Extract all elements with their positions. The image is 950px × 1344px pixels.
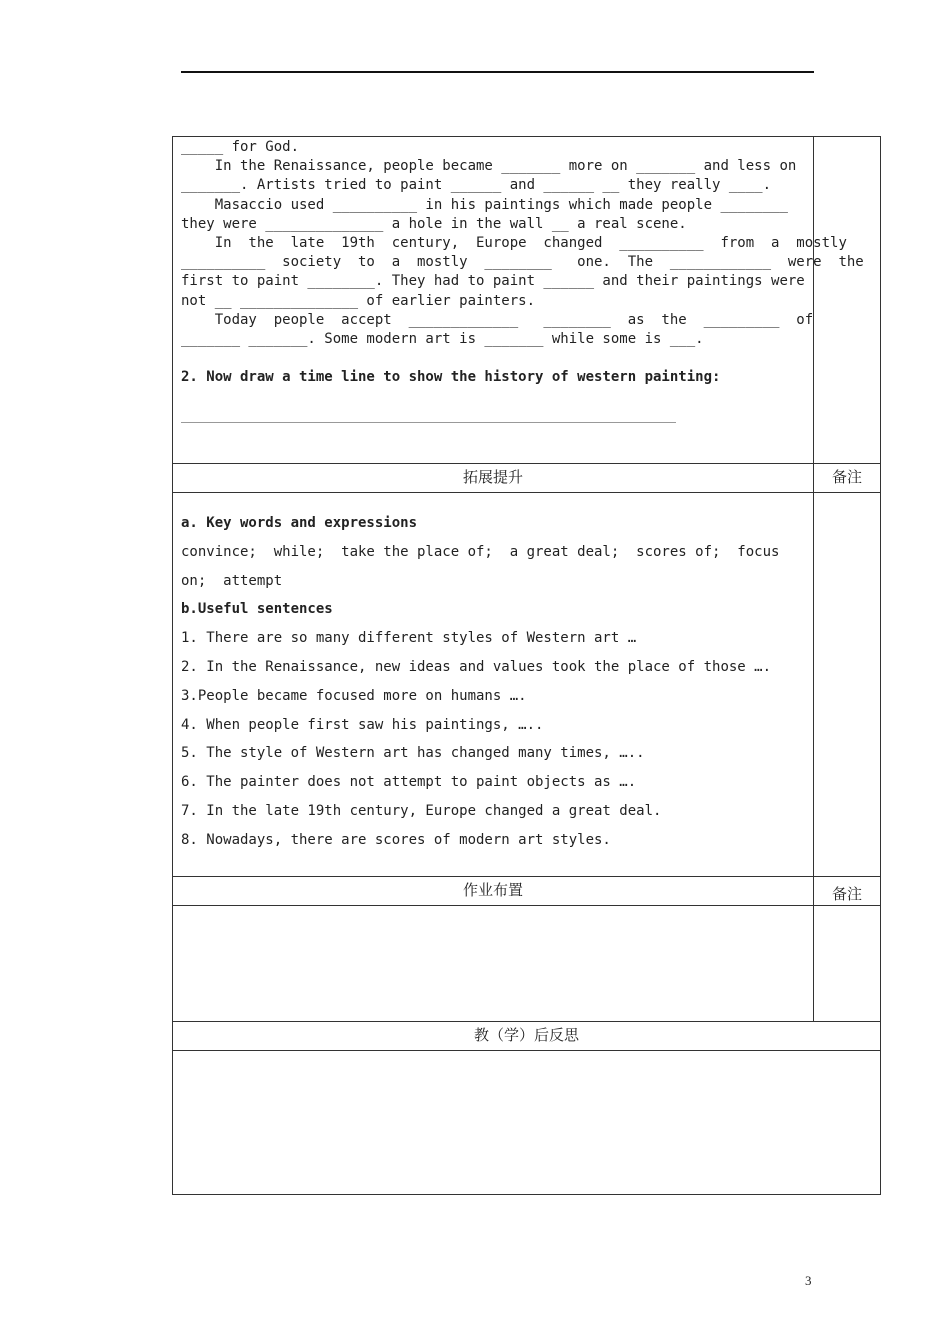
passage-line: first to paint ________. They had to paint ______ and their paintings were	[181, 273, 805, 290]
useful-sentences-title: b.Useful sentences	[181, 601, 333, 618]
passage-line: Today people accept _____________ ________ as the _________ of	[181, 311, 814, 328]
timeline-question: 2. Now draw a time line to show the history of western painting:	[181, 369, 721, 386]
homework-note-label: 备注	[831, 885, 862, 903]
passage-line: they were ______________ a hole in the wall __ a real scene.	[181, 215, 687, 232]
extension-note-body-cell	[813, 492, 881, 877]
sentence-item: 2. In the Renaissance, new ideas and values took the place of those ….	[181, 658, 772, 675]
header-rule	[181, 71, 814, 73]
sentence-item: 4. When people first saw his paintings, …..	[181, 716, 544, 733]
passage-line: _______ _______. Some modern art is _______ while some is ___.	[181, 330, 704, 347]
homework-note-body-cell	[813, 905, 881, 1022]
reflection-header: 教（学）后反思	[473, 1026, 579, 1044]
extension-note-label: 备注	[831, 468, 862, 486]
sentence-item: 3.People became focused more on humans ….	[181, 687, 527, 704]
sentence-item: 1. There are so many different styles of Western art …	[181, 630, 637, 647]
sentence-item: 5. The style of Western art has changed many times, …..	[181, 745, 645, 762]
key-words-line: convince; while; take the place of; a great deal; scores of; focus	[181, 543, 780, 560]
reflection-body-cell	[172, 1050, 881, 1195]
sentence-item: 8. Nowadays, there are scores of modern art styles.	[181, 831, 611, 848]
extension-content	[181, 509, 804, 855]
passage-line: _______. Artists tried to paint ______ and ______ __ they really ____.	[181, 177, 772, 194]
sentence-item: 7. In the late 19th century, Europe changed a great deal.	[181, 802, 662, 819]
passage-line: _____ for God.	[181, 139, 300, 155]
key-words-title: a. Key words and expressions	[181, 515, 418, 531]
passage-line: In the Renaissance, people became _______ more on _______ and less on	[181, 158, 797, 175]
key-words-line: on; attempt	[181, 572, 283, 589]
homework-body-cell	[172, 905, 814, 1022]
exercise-note-cell	[813, 136, 881, 464]
timeline-answer-line	[181, 422, 676, 423]
passage-line: In the late 19th century, Europe changed __________ from a mostly	[181, 234, 847, 251]
passage-line: Masaccio used __________ in his paintings which made people ________	[181, 196, 788, 213]
sentence-item: 6. The painter does not attempt to paint objects as ….	[181, 774, 637, 791]
passage-line: not __ ______________ of earlier painters.	[181, 292, 536, 309]
fill-in-passage	[181, 138, 864, 387]
page-number: 3	[805, 1273, 812, 1288]
passage-line: __________ society to a mostly ________ one. The ____________ were the	[181, 254, 864, 271]
extension-header: 拓展提升	[462, 468, 523, 486]
homework-header: 作业布置	[462, 881, 523, 899]
